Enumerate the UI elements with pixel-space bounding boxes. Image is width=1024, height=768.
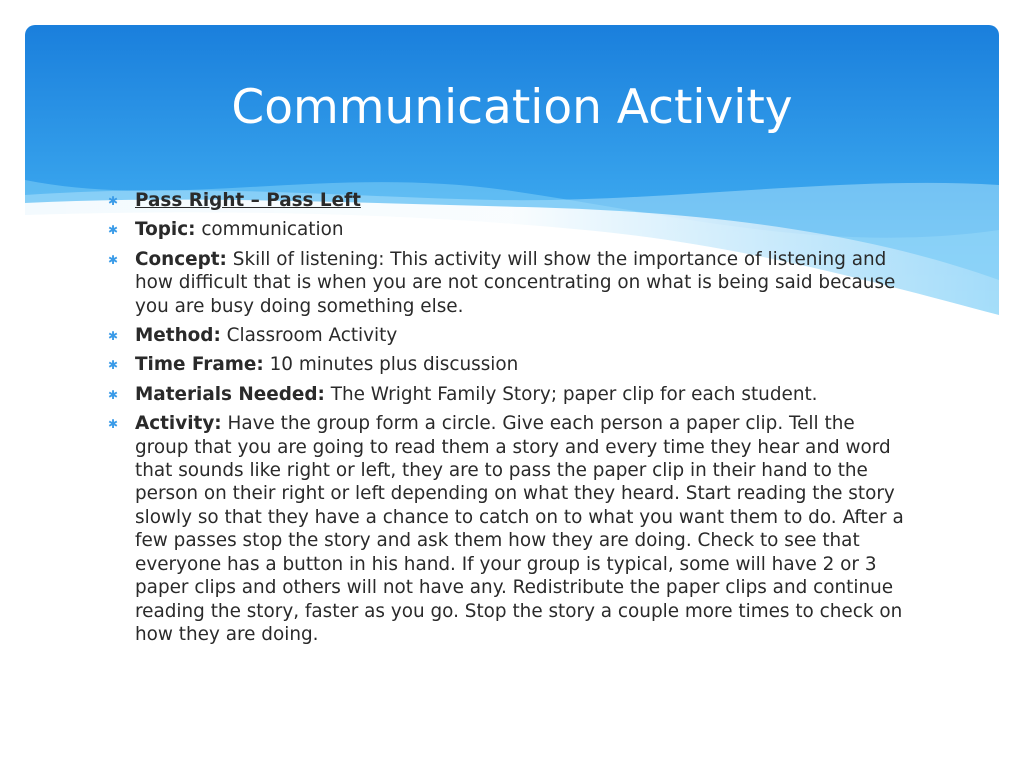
asterisk-bullet-icon: ✱	[108, 417, 119, 432]
item-text: Have the group form a circle. Give each person a paper clip. Tell the group that you are going to read them a story and every time they hear and word that sounds like right or left, they are to pass the paper clip in their hand to the person on their right or left depending on what they heard. Start reading the story slowly so that they have a chance to catch on to what you want them to do. After a few passes stop the story and ask them how they are doing. Check to see that everyone has a button in his hand. If your group is typical, some will have 2 or 3 paper clips and others will not have any. Redistribute the paper clips and continue reading the story, faster as you go. Stop the story a couple more times to check on how they are doing.	[135, 413, 904, 645]
list-item	[108, 189, 908, 212]
slide-title: Communication Activity	[231, 80, 793, 135]
list-item	[108, 218, 908, 241]
item-label: Activity:	[135, 413, 222, 435]
bullet-list	[108, 189, 908, 652]
list-item	[108, 324, 908, 347]
item-label: Materials Needed:	[135, 383, 325, 405]
list-item	[108, 383, 908, 406]
asterisk-bullet-icon: ✱	[108, 387, 119, 402]
item-label: Topic:	[135, 219, 196, 241]
item-text: The Wright Family Story; paper clip for each student.	[324, 383, 818, 405]
item-text: 10 minutes plus discussion	[263, 354, 519, 376]
list-item	[108, 353, 908, 376]
item-heading: Pass Right – Pass Left	[135, 190, 361, 211]
item-label: Concept:	[135, 248, 227, 270]
asterisk-bullet-icon: ✱	[108, 329, 119, 344]
asterisk-bullet-icon: ✱	[108, 358, 119, 373]
item-label: Method:	[135, 325, 221, 347]
item-text: Skill of listening: This activity will show the importance of listening and how difficult that is when you are not concentrating on what is being said because you are busy doing something else.	[135, 248, 896, 317]
asterisk-bullet-icon: ✱	[108, 223, 119, 238]
asterisk-bullet-icon: ✱	[108, 194, 119, 208]
list-item	[108, 248, 908, 318]
item-text: communication	[195, 219, 344, 241]
asterisk-bullet-icon: ✱	[108, 252, 119, 267]
item-label: Time Frame:	[135, 354, 264, 376]
item-text: Classroom Activity	[220, 325, 398, 347]
list-item	[108, 412, 908, 646]
